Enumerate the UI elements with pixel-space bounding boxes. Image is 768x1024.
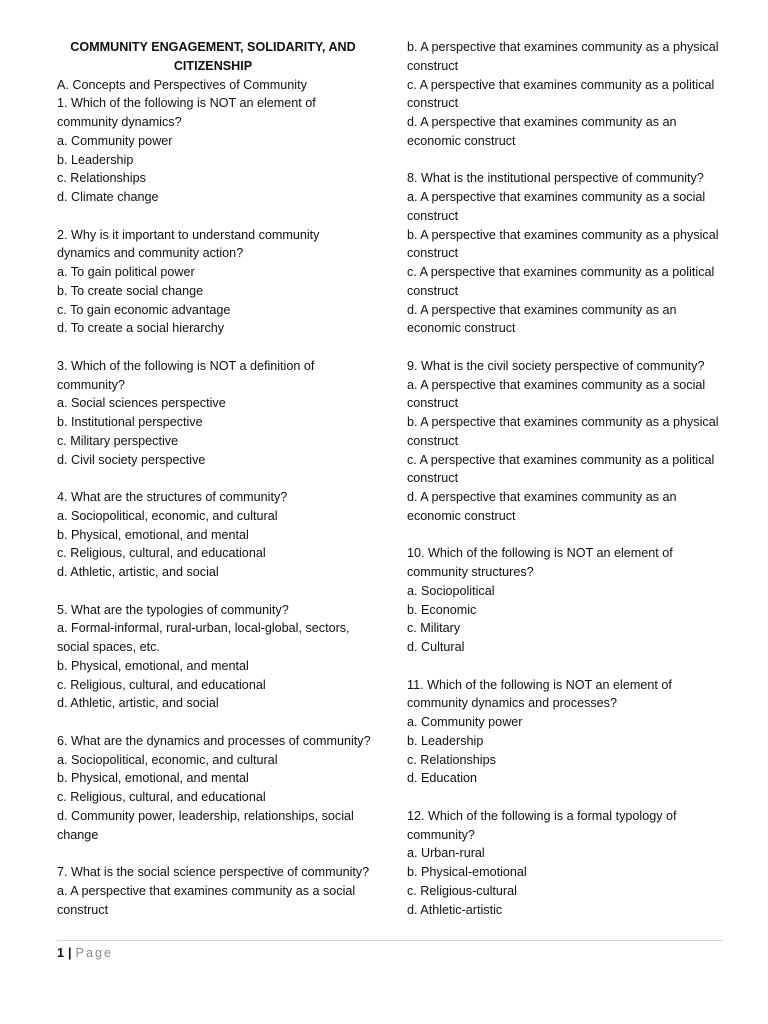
text-line: construct <box>407 471 459 486</box>
text-line: construct <box>407 396 459 411</box>
text-line: b. Physical-emotional <box>407 865 527 879</box>
text-line: d. A perspective that examines community as an <box>407 302 677 317</box>
text-line: a. A perspective that examines community as a social <box>407 377 706 392</box>
text-line: 10. Which of the following is NOT an element of <box>407 546 673 561</box>
text-line: community? <box>57 377 125 392</box>
text-line: d. Athletic-artistic <box>407 902 503 917</box>
text-line: a. Urban-rural <box>407 846 485 861</box>
text-line: b. To create social change <box>57 283 204 298</box>
left-question-list <box>57 94 377 919</box>
blank-line <box>57 338 377 357</box>
title-line-1: COMMUNITY ENGAGEMENT, SOLIDARITY, AND <box>70 40 356 54</box>
text-line: community structures? <box>407 565 534 579</box>
text-line: construct <box>407 58 459 73</box>
text-line: d. Cultural <box>407 640 465 654</box>
text-line: a. Sociopolitical, economic, and cultural <box>57 508 278 523</box>
text-line: a. A perspective that examines community as a social <box>407 190 706 204</box>
text-line: construct <box>407 246 459 261</box>
text-line: construct <box>57 902 109 917</box>
text-line: c. Religious-cultural <box>407 883 517 898</box>
text-line: c. A perspective that examines community as a political <box>407 265 715 279</box>
text-line: a. Sociopolitical, economic, and cultural <box>57 752 278 767</box>
text-line: b. A perspective that examines community as a physical <box>407 415 719 429</box>
text-line: c. Religious, cultural, and educational <box>57 546 266 561</box>
text-line: 5. What are the typologies of community? <box>57 602 289 617</box>
text-line: 7. What is the social science perspective of community? <box>57 865 370 879</box>
text-line: d. Athletic, artistic, and social <box>57 565 219 579</box>
text-line: a. Social sciences perspective <box>57 396 226 411</box>
text-line: construct <box>407 283 459 298</box>
blank-line <box>57 582 377 601</box>
text-line: c. A perspective that examines community as a political <box>407 452 715 467</box>
section-heading: A. Concepts and Perspectives of Community <box>57 77 307 92</box>
text-line: c. Religious, cultural, and educational <box>57 790 266 804</box>
text-line: construct <box>407 433 459 448</box>
text-line: b. Physical, emotional, and mental <box>57 658 249 673</box>
text-line: a. Community power <box>407 715 523 729</box>
text-line: 2. Why is it important to understand community <box>57 227 320 242</box>
right-question-list <box>407 38 727 919</box>
text-line: b. Leadership <box>407 733 484 748</box>
blank-line <box>407 338 727 357</box>
text-line: community dynamics and processes? <box>407 696 617 711</box>
text-line: social spaces, etc. <box>57 640 160 654</box>
text-line: c. Military <box>407 621 461 636</box>
blank-line <box>57 469 377 488</box>
text-line: a. A perspective that examines community as a social <box>57 883 356 898</box>
text-line: d. To create a social hierarchy <box>57 321 225 336</box>
text-line: change <box>57 827 99 842</box>
text-line: a. Community power <box>57 133 173 148</box>
page-footer <box>57 944 113 962</box>
text-line: a. Formal-informal, rural-urban, local-global, sectors, <box>57 621 350 636</box>
text-line: d. A perspective that examines community as an <box>407 490 677 504</box>
text-line: 4. What are the structures of community? <box>57 490 288 504</box>
text-line: d. Climate change <box>57 190 159 204</box>
text-line: economic construct <box>407 508 516 523</box>
text-line: c. Relationships <box>57 171 146 186</box>
text-line: d. Education <box>407 771 478 786</box>
text-line: d. Civil society perspective <box>57 452 206 467</box>
footer-divider <box>57 940 723 941</box>
text-line: b. A perspective that examines community as a physical <box>407 227 719 242</box>
left-column <box>57 38 377 919</box>
text-line: a. To gain political power <box>57 265 195 279</box>
blank-line <box>57 207 377 226</box>
text-line: b. A perspective that examines community as a physical <box>407 40 719 54</box>
right-column <box>407 38 727 919</box>
text-line: construct <box>407 208 459 223</box>
text-line: b. Economic <box>407 602 477 617</box>
text-line: c. To gain economic advantage <box>57 302 231 317</box>
text-line: d. A perspective that examines community as an <box>407 115 677 129</box>
text-line: b. Leadership <box>57 152 134 167</box>
text-line: d. Athletic, artistic, and social <box>57 696 219 711</box>
text-line: 8. What is the institutional perspective of community? <box>407 171 704 186</box>
blank-line <box>57 844 377 863</box>
page-number: 1 <box>57 946 65 960</box>
text-line: dynamics and community action? <box>57 246 244 261</box>
text-line: community dynamics? <box>57 115 182 129</box>
text-line: 6. What are the dynamics and processes of community? <box>57 733 371 748</box>
text-line: b. Physical, emotional, and mental <box>57 771 249 786</box>
text-line: c. Military perspective <box>57 433 179 448</box>
text-line: c. A perspective that examines community as a political <box>407 77 715 92</box>
text-line: b. Physical, emotional, and mental <box>57 527 249 542</box>
text-line: c. Religious, cultural, and educational <box>57 677 266 692</box>
text-line: community? <box>407 827 475 842</box>
blank-line <box>407 151 727 170</box>
text-line: economic construct <box>407 321 516 336</box>
blank-line <box>57 713 377 732</box>
text-line: a. Sociopolitical <box>407 583 495 598</box>
text-line: 12. Which of the following is a formal typology of <box>407 808 677 823</box>
title-line-2: CITIZENSHIP <box>173 58 253 73</box>
text-line: economic construct <box>407 133 516 148</box>
text-line: 9. What is the civil society perspective of community? <box>407 358 705 373</box>
text-line: 3. Which of the following is NOT a definition of <box>57 358 315 373</box>
footer-separator: | <box>68 946 72 960</box>
blank-line <box>407 788 727 807</box>
text-line: 1. Which of the following is NOT an element of <box>57 96 316 111</box>
text-line: d. Community power, leadership, relationships, social <box>57 808 354 823</box>
blank-line <box>407 526 727 545</box>
document-title <box>57 38 369 76</box>
text-line: 11. Which of the following is NOT an element of <box>407 677 672 692</box>
text-line: construct <box>407 96 459 111</box>
page-label: Page <box>75 946 113 960</box>
text-line: b. Institutional perspective <box>57 415 203 429</box>
blank-line <box>407 657 727 676</box>
text-line: c. Relationships <box>407 752 496 767</box>
